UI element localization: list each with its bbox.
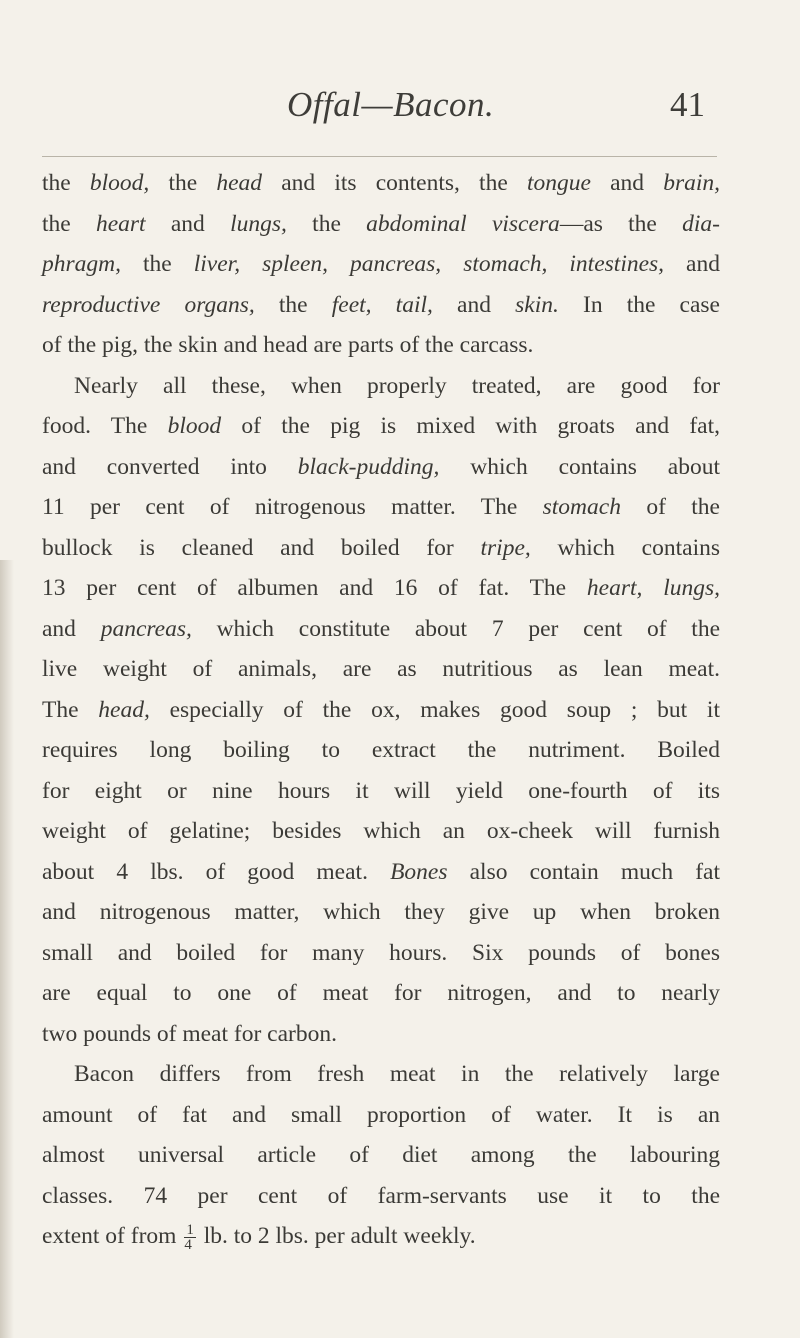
italic-term: brain, xyxy=(663,170,720,196)
running-title: Offal—Bacon. xyxy=(287,85,495,124)
fraction-denominator: 4 xyxy=(184,1237,192,1254)
text-run: also contain much fat xyxy=(447,858,720,885)
text-line xyxy=(42,244,720,285)
text-run: and xyxy=(590,170,664,196)
text-run: and xyxy=(432,291,516,318)
text-run: the xyxy=(254,291,332,318)
text-run: of the pig is mixed with groats and fat, xyxy=(221,413,721,439)
text-line xyxy=(42,487,720,528)
text-run: In the case xyxy=(558,291,720,318)
text-line xyxy=(42,1014,720,1055)
text-run: weight of gelatine; besides which an ox-cheek will furnish xyxy=(42,818,720,844)
text-run: and xyxy=(664,251,720,277)
text-run: are equal to one of meat for nitrogen, and to nearly xyxy=(42,980,720,1006)
text-line xyxy=(42,528,720,569)
italic-term: lungs, xyxy=(230,210,287,237)
text-run: for eight or nine hours it will yield one-fourth of its xyxy=(42,777,720,804)
text-line xyxy=(42,204,720,245)
body-text xyxy=(42,163,720,1257)
text-line xyxy=(42,1054,720,1095)
text-run: and nitrogenous matter, which they give up when broken xyxy=(42,899,720,925)
page-header xyxy=(0,85,800,145)
italic-term: dia- xyxy=(682,210,720,237)
text-run: the xyxy=(42,210,96,237)
text-run: the xyxy=(42,170,90,196)
text-line xyxy=(42,609,720,650)
text-run: the xyxy=(121,251,194,277)
italic-term: feet, tail, xyxy=(331,291,433,318)
text-run: requires long boiling to extract the nutriment. Boiled xyxy=(42,737,720,763)
italic-term: head xyxy=(216,170,263,196)
text-run: the xyxy=(286,210,367,237)
text-run: 13 per cent of albumen and 16 of fat. The xyxy=(42,575,587,601)
text-run: and converted into xyxy=(42,453,298,480)
text-line xyxy=(42,892,720,933)
text-run: and its contents, the xyxy=(262,170,527,196)
text-line xyxy=(42,690,720,731)
italic-term: blood, xyxy=(89,170,150,196)
italic-term: blood xyxy=(167,413,222,439)
text-line xyxy=(42,1095,720,1136)
text-line xyxy=(42,568,720,609)
italic-term: tongue xyxy=(526,170,591,196)
fraction xyxy=(184,1223,196,1252)
text-run: which contains xyxy=(530,534,720,561)
text-run: bullock is cleaned and boiled for xyxy=(42,534,481,561)
italic-term: heart, lungs, xyxy=(586,575,721,601)
italic-term: Bones xyxy=(390,858,448,885)
text-run: —as the xyxy=(559,210,683,237)
italic-term: head, xyxy=(98,696,150,723)
text-run: the xyxy=(149,170,217,196)
text-run: classes. 74 per cent of farm-servants use it to the xyxy=(42,1182,720,1209)
text-line xyxy=(42,649,720,690)
text-run: food. The xyxy=(42,413,168,439)
text-line xyxy=(42,447,720,488)
text-run: The xyxy=(42,696,99,723)
text-line xyxy=(42,406,720,447)
fraction-numerator: 1 xyxy=(186,1222,194,1239)
text-line xyxy=(42,933,720,974)
italic-term: stomach xyxy=(542,494,621,520)
italic-term: skin. xyxy=(515,291,559,318)
text-run: and xyxy=(145,210,231,237)
text-run: which constitute about 7 per cent of the xyxy=(191,615,720,642)
italic-term: abdominal viscera xyxy=(366,210,560,237)
italic-term: reproductive organs, xyxy=(42,291,255,318)
text-run: of the pig, the skin and head are parts of the carcass. xyxy=(42,332,534,358)
text-line xyxy=(42,852,720,893)
text-run: 11 per cent of nitrogenous matter. The xyxy=(42,494,543,520)
italic-term: tripe, xyxy=(480,534,531,561)
text-line xyxy=(42,730,720,771)
text-run: about 4 lbs. of good meat. xyxy=(42,858,391,885)
text-run: almost universal article of diet among the labouring xyxy=(42,1142,720,1168)
page-number: 41 xyxy=(670,85,705,124)
text-line xyxy=(42,1135,720,1176)
header-rule xyxy=(42,156,717,157)
text-line xyxy=(42,811,720,852)
text-line xyxy=(42,973,720,1014)
text-run: and xyxy=(42,615,101,642)
text-line xyxy=(42,366,720,407)
text-run: extent of from xyxy=(42,1223,183,1249)
text-line xyxy=(42,285,720,326)
text-line xyxy=(42,1176,720,1217)
text-run: live weight of animals, are as nutritious as lean meat. xyxy=(42,656,720,682)
italic-term: black-pudding, xyxy=(297,453,440,480)
text-line xyxy=(42,771,720,812)
text-line xyxy=(42,325,720,366)
text-run: amount of fat and small proportion of water. It is an xyxy=(42,1101,720,1128)
italic-term: liver, spleen, pancreas, stomach, intestines, xyxy=(193,251,665,277)
text-run: Bacon differs from fresh meat in the relatively large xyxy=(74,1061,720,1087)
text-run: especially of the ox, makes good soup ; but it xyxy=(149,696,720,723)
text-run: two pounds of meat for carbon. xyxy=(42,1020,337,1047)
italic-term: phragm, xyxy=(42,251,121,277)
italic-term: pancreas, xyxy=(100,615,192,642)
text-line xyxy=(42,163,720,204)
text-run: Nearly all these, when properly treated, are good for xyxy=(74,372,720,399)
text-line xyxy=(42,1216,720,1257)
page-edge-shadow xyxy=(0,560,14,1338)
italic-term: heart xyxy=(95,210,146,237)
text-run: which contains about xyxy=(439,453,720,480)
text-run: small and boiled for many hours. Six pounds of bones xyxy=(42,939,720,966)
text-run: lb. to 2 lbs. per adult weekly. xyxy=(197,1223,476,1249)
text-run: of the xyxy=(620,494,720,520)
